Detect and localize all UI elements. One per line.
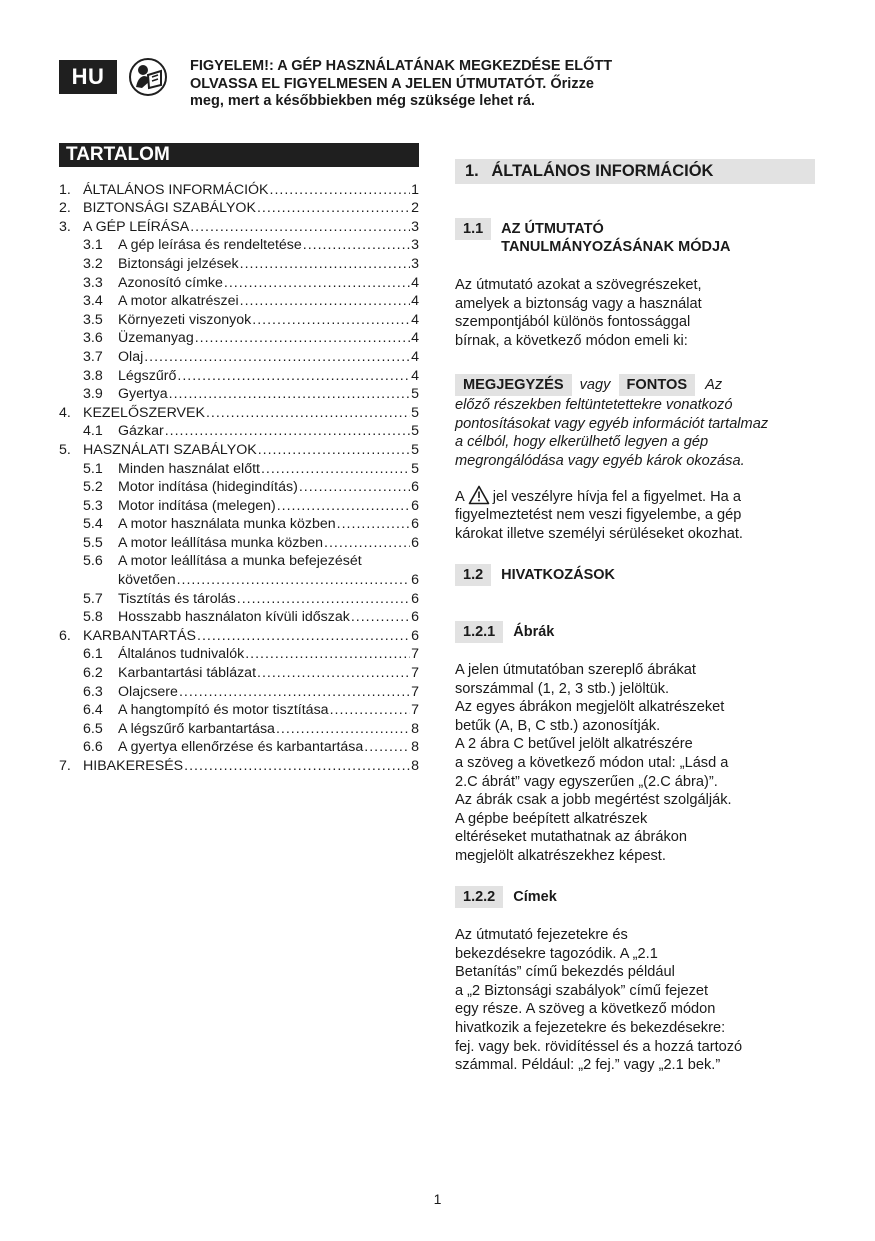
toc-item-page: 7 (411, 646, 419, 663)
page-number: 1 (433, 1191, 442, 1207)
toc-item-page: 6 (411, 497, 419, 514)
toc-item-page: 3 (411, 218, 419, 235)
subsection-1-2-heading (455, 564, 615, 586)
toc-item-title: A motor leállítása munka közben (118, 534, 324, 551)
note-line: megrongálódása vagy egyéb károk okozása. (455, 452, 745, 469)
toc-item (59, 514, 419, 533)
toc-item-page: 6 (411, 516, 419, 533)
toc-item-number: 5.4 (83, 516, 103, 533)
toc-item (59, 737, 419, 756)
toc-item-title: KEZELŐSZERVEK (83, 404, 205, 421)
toc-leader-dots (195, 330, 410, 346)
toc-leader-dots (276, 721, 410, 737)
toc-item-number: 3.7 (83, 348, 103, 365)
toc-item-title: A hangtompító és motor tisztítása (118, 702, 329, 719)
toc-item (59, 253, 419, 272)
toc-item-page: 6 (411, 609, 419, 626)
toc-item-title: HASZNÁLATI SZABÁLYOK (83, 441, 257, 458)
toc-item-title: Környezeti viszonyok (118, 311, 252, 328)
toc-item (59, 309, 419, 328)
toc-item-number: 6.5 (83, 720, 103, 737)
toc-leader-dots (224, 275, 410, 291)
paragraph-line: 2.C ábrát” vagy egyszerűen „(2.C ábra)”. (455, 773, 718, 790)
toc-leader-dots (299, 479, 410, 495)
toc-leader-dots (177, 368, 410, 384)
subsection-number: 1.2.1 (455, 621, 503, 643)
toc-item-title: Olaj (118, 348, 144, 365)
toc-item-title: A motor leállítása a munka befejezését (118, 553, 362, 570)
toc-item-page: 5 (411, 404, 419, 421)
toc-item-title: Minden használat előtt (118, 460, 260, 477)
toc-item-title: követően (118, 572, 176, 589)
toc-leader-dots (245, 646, 410, 662)
note-line: előző részekben feltüntetettekre vonatkozó (455, 397, 733, 413)
toc-item (59, 421, 419, 440)
warning-paragraph (455, 485, 815, 543)
toc-item (59, 328, 419, 347)
toc-item-title: A motor alkatrészei (118, 293, 239, 310)
warning-line: károkat illetve személyi sérüléseket okozhat. (455, 525, 743, 542)
toc-item-number: 6. (59, 627, 71, 644)
toc-item (59, 607, 419, 626)
toc-item (59, 235, 419, 254)
toc-item-page: 4 (411, 311, 419, 328)
toc-item (59, 662, 419, 681)
toc-item-number: 3.9 (83, 386, 103, 403)
toc-item-number: 2. (59, 200, 71, 217)
toc-item-number: 6.4 (83, 702, 103, 719)
toc-item-title: Hosszabb használaton kívüli időszak (118, 609, 350, 626)
paragraph-line: Az útmutató fejezetekre és (455, 927, 628, 943)
toc-leader-dots (303, 237, 410, 253)
toc-item-number: 5.5 (83, 534, 103, 551)
toc-item-page: 8 (411, 739, 419, 756)
subsection-title-line: TANULMÁNYOZÁSÁNAK MÓDJA (501, 239, 731, 255)
toc-leader-dots (177, 572, 411, 588)
toc-item-number: 5.7 (83, 590, 103, 607)
paragraph-line: a „2 Biztonsági szabályok” című fejezet (455, 982, 709, 999)
toc-item-number: 3.5 (83, 311, 103, 328)
toc-item-title: Motor indítása (hidegindítás) (118, 479, 298, 496)
toc-item-page: 3 (411, 255, 419, 272)
figures-paragraph (455, 661, 815, 866)
toc-leader-dots (144, 349, 410, 365)
toc-item-number: 3.4 (83, 293, 103, 310)
toc-item-title: ÁLTALÁNOS INFORMÁCIÓK (83, 181, 269, 198)
toc-item-number: 5.6 (83, 553, 103, 570)
paragraph-line: a szöveg a következő módon utal: „Lásd a (455, 754, 729, 771)
toc-item-title: BIZTONSÁGI SZABÁLYOK (83, 200, 256, 217)
warning-text: jel veszélyre hívja fel a figyelmet. Ha a (492, 489, 741, 505)
toc-leader-dots (184, 758, 410, 774)
subsection-number: 1.1 (455, 218, 491, 240)
read-manual-icon (128, 57, 168, 97)
toc-item-page: 8 (411, 720, 419, 737)
subsection-1-2-1-heading (455, 621, 554, 643)
toc-item-page: 4 (411, 330, 419, 347)
toc-item-page: 4 (411, 274, 419, 291)
subsection-title: Ábrák (513, 624, 555, 640)
toc-item-number: 4.1 (83, 423, 103, 440)
toc-item (59, 179, 419, 198)
toc-leader-dots (261, 461, 410, 477)
toc-item-page: 4 (411, 348, 419, 365)
toc-item (59, 532, 419, 551)
paragraph-line: fej. vagy bek. rövidítéssel és a hozzá tartozó (455, 1038, 743, 1055)
table-of-contents (59, 179, 419, 774)
toc-item-page: 6 (411, 627, 419, 644)
toc-item-page: 3 (411, 237, 419, 254)
toc-item (59, 291, 419, 310)
toc-item-page: 7 (411, 683, 419, 700)
toc-heading-bar (59, 143, 419, 167)
toc-item-page: 6 (411, 572, 419, 589)
toc-item-number: 6.6 (83, 739, 103, 756)
section-number: 1. (465, 162, 479, 180)
toc-leader-dots (206, 405, 410, 421)
toc-item-continued (59, 569, 419, 588)
toc-item-title: Általános tudnivalók (118, 646, 245, 663)
toc-item-page: 5 (411, 423, 419, 440)
important-tag: FONTOS (619, 374, 696, 396)
toc-item-number: 3.3 (83, 274, 103, 291)
toc-item-title: A motor használata munka közben (118, 516, 336, 533)
titles-paragraph (455, 926, 815, 1075)
toc-leader-dots (364, 739, 410, 755)
toc-leader-dots (240, 256, 410, 272)
toc-item-number: 6.3 (83, 683, 103, 700)
toc-item (59, 458, 419, 477)
toc-item (59, 384, 419, 403)
paragraph-line: szempontjából különös fontossággal (455, 314, 691, 331)
paragraph-line: A jelen útmutatóban szereplő ábrákat (455, 662, 696, 678)
toc-item-number: 5.1 (83, 460, 103, 477)
toc-item-number: 7. (59, 758, 71, 774)
toc-item (59, 365, 419, 384)
toc-item (59, 718, 419, 737)
toc-leader-dots (277, 498, 410, 514)
or-word: vagy (579, 377, 611, 393)
paragraph-line: számmal. Például: „2 fej.” vagy „2.1 bek.” (455, 1057, 721, 1074)
toc-leader-dots (337, 516, 410, 532)
toc-leader-dots (351, 609, 410, 625)
subsection-number: 1.2.2 (455, 886, 503, 908)
section-title: ÁLTALÁNOS INFORMÁCIÓK (491, 162, 714, 180)
subsection-1-1-heading (455, 218, 730, 256)
toc-item (59, 644, 419, 663)
toc-item (59, 495, 419, 514)
subsection-title-line: AZ ÚTMUTATÓ (501, 221, 604, 237)
paragraph-line: Betanítás” című bekezdés például (455, 964, 675, 981)
toc-item-page: 4 (411, 293, 419, 310)
toc-item-number: 3. (59, 218, 71, 235)
toc-leader-dots (165, 423, 410, 439)
toc-leader-dots (169, 386, 410, 402)
toc-leader-dots (257, 665, 410, 681)
toc-item (59, 551, 419, 570)
paragraph-line: betűk (A, B, C stb.) azonosítják. (455, 717, 661, 734)
toc-item-title: Biztonsági jelzések (118, 255, 239, 272)
paragraph-line: A 2 ábra C betűvel jelölt alkatrészére (455, 736, 693, 753)
paragraph-line: Az útmutató azokat a szövegrészeket, (455, 277, 702, 293)
note-tag: MEGJEGYZÉS (455, 374, 572, 396)
toc-leader-dots (324, 535, 410, 551)
toc-item (59, 625, 419, 644)
paragraph-line: Az egyes ábrákon megjelölt alkatrészeket (455, 699, 725, 716)
safety-warning-header (190, 58, 710, 111)
note-text-start: Az (705, 377, 723, 393)
paragraph-line: bírnak, a következő módon emeli ki: (455, 332, 688, 349)
toc-item (59, 700, 419, 719)
paragraph-line: amelyek a biztonság vagy a használat (455, 295, 702, 312)
paragraph-line: megjelölt alkatrészekhez képest. (455, 847, 666, 864)
toc-item (59, 681, 419, 700)
toc-leader-dots (252, 312, 410, 328)
paragraph-line: sorszámmal (1, 2, 3 stb.) jelöltük. (455, 680, 670, 697)
toc-item-title: Gázkar (118, 423, 164, 440)
toc-item (59, 272, 419, 291)
toc-item (59, 402, 419, 421)
toc-item-title: A gép leírása és rendeltetése (118, 237, 302, 254)
toc-item-title: Légszűrő (118, 367, 177, 384)
toc-item-page: 7 (411, 702, 419, 719)
toc-item-page: 1 (411, 181, 419, 198)
paragraph-line: Az ábrák csak a jobb megértést szolgálják. (455, 792, 732, 809)
toc-item-number: 3.6 (83, 330, 103, 347)
intro-paragraph (455, 276, 815, 350)
paragraph-line: hivatkozik a fejezetekre és bekezdésekre: (455, 1019, 726, 1036)
paragraph-line: bekezdésekre tagozódik. A „2.1 (455, 945, 658, 962)
toc-item-page: 5 (411, 386, 419, 403)
subsection-1-2-2-heading (455, 886, 557, 908)
toc-item-page: 7 (411, 665, 419, 682)
toc-item (59, 477, 419, 496)
toc-leader-dots (197, 628, 410, 644)
toc-item-title: A légszűrő karbantartása (118, 720, 275, 737)
toc-leader-dots (258, 442, 410, 458)
toc-item-page: 4 (411, 367, 419, 384)
warning-line: meg, mert a későbbiekben még szüksége lehet rá. (190, 93, 535, 109)
toc-item-number: 6.1 (83, 646, 103, 663)
toc-item-title: A GÉP LEÍRÁSA (83, 218, 190, 235)
subsection-number: 1.2 (455, 564, 491, 586)
toc-leader-dots (270, 182, 411, 198)
toc-item-page: 5 (411, 460, 419, 477)
toc-item (59, 346, 419, 365)
toc-item (59, 439, 419, 458)
toc-item-page: 6 (411, 479, 419, 496)
toc-leader-dots (237, 591, 410, 607)
toc-item-title: Üzemanyag (118, 330, 194, 347)
toc-item-title: HIBAKERESÉS (83, 758, 184, 774)
toc-item-number: 5.3 (83, 497, 103, 514)
toc-item-number: 4. (59, 404, 71, 421)
toc-item-page: 5 (411, 441, 419, 458)
toc-item-title: Olajcsere (118, 683, 178, 700)
paragraph-line: eltéréseket mutathatnak az ábrákon (455, 829, 688, 846)
subsection-title: HIVATKOZÁSOK (501, 567, 616, 583)
toc-item-number: 1. (59, 181, 71, 198)
toc-item-number: 3.2 (83, 255, 103, 272)
toc-item (59, 755, 419, 774)
toc-item-title: Tisztítás és tárolás (118, 590, 236, 607)
toc-item-title: Motor indítása (melegen) (118, 497, 276, 514)
note-line: pontosításokat vagy egyéb információt tartalmaz (455, 415, 769, 432)
toc-leader-dots (240, 293, 410, 309)
toc-item-title: Gyertya (118, 386, 168, 403)
toc-leader-dots (257, 200, 410, 216)
toc-leader-dots (190, 219, 410, 235)
toc-item-title: Azonosító címke (118, 274, 223, 291)
toc-item-title: A gyertya ellenőrzése és karbantartása (118, 739, 364, 756)
warning-line: OLVASSA EL FIGYELMESEN A JELEN ÚTMUTATÓT. Őrizze (190, 75, 594, 92)
toc-item-number: 5.8 (83, 609, 103, 626)
toc-item-title: KARBANTARTÁS (83, 627, 197, 644)
toc-item-page: 8 (411, 758, 419, 774)
toc-item-title: Karbantartási táblázat (118, 665, 257, 682)
note-line: a célból, hogy elkerülhető legyen a gép (455, 434, 709, 451)
language-code: HU (71, 64, 105, 89)
paragraph-line: A gépbe beépített alkatrészek (455, 810, 648, 827)
warning-line: figyelmeztetést nem veszi figyelembe, a gép (455, 507, 742, 523)
subsection-title: Címek (513, 889, 557, 905)
section-1-heading (455, 159, 815, 184)
toc-item-page: 2 (411, 200, 419, 217)
paragraph-line: egy része. A szöveg a következő módon (455, 1001, 716, 1018)
language-badge (59, 60, 117, 94)
warning-text-start: A (455, 489, 465, 505)
toc-item (59, 216, 419, 235)
warning-line: FIGYELEM!: A GÉP HASZNÁLATÁNAK MEGKEZDÉSE ELŐTT (190, 58, 613, 74)
toc-item-number: 3.1 (83, 237, 103, 254)
toc-leader-dots (330, 702, 411, 718)
note-paragraph (455, 374, 815, 470)
toc-title: TARTALOM (66, 144, 170, 165)
toc-item (59, 588, 419, 607)
toc-item-number: 6.2 (83, 665, 103, 682)
toc-item-number: 5.2 (83, 479, 103, 496)
toc-leader-dots (179, 684, 410, 700)
toc-item-number: 3.8 (83, 367, 103, 384)
toc-item-number: 5. (59, 441, 71, 458)
toc-item-page: 6 (411, 534, 419, 551)
toc-item (59, 198, 419, 217)
toc-item-page: 6 (411, 590, 419, 607)
